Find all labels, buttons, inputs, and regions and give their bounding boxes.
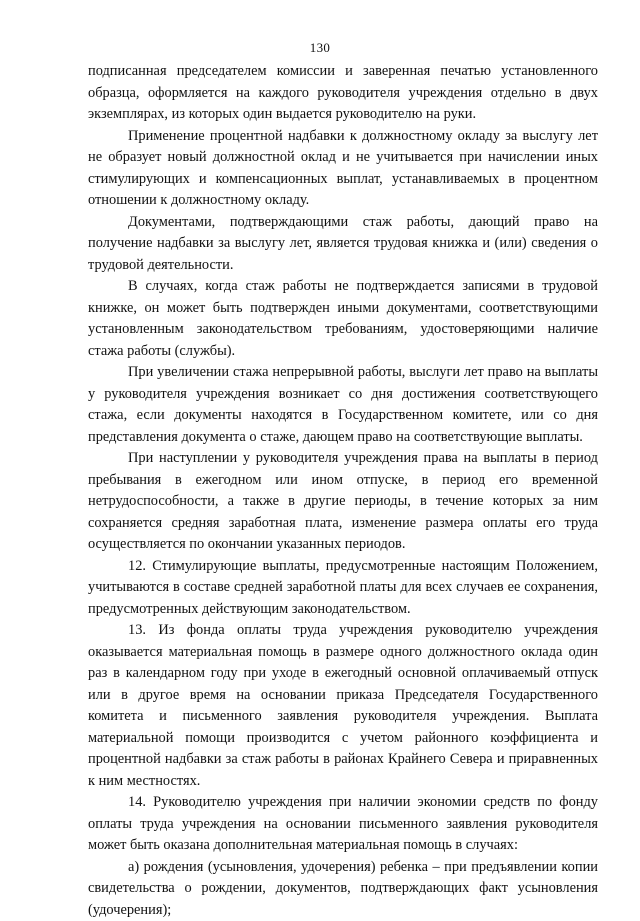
- paragraph-item-14-a: а) рождения (усыновления, удочерения) ребенка – при предъявлении копии свидетельства о рождении, документов, подтверждающих факт усыновления (удочерения);: [88, 857, 598, 921]
- paragraph-supporting-documents: Документами, подтверждающими стаж работы, дающий право на получение надбавки за выслугу лет, является трудовая книжка и (или) сведения о трудовой деятельности.: [88, 212, 598, 277]
- paragraph-seniority-increase: При увеличении стажа непрерывной работы, выслуги лет право на выплаты у руководителя учреждения возникает со дня достижения соответствующего стажа, если документы находятся в Государственном комитете, или со дня представления документа о стаже, дающем право на соответствующие выплаты.: [88, 362, 598, 448]
- paragraph-leave-periods: При наступлении у руководителя учреждения права на выплаты в период пребывания в ежегодном или ином отпуске, в период его временной нетрудоспособности, а также в другие периоды, в течение которых за ним сохраняется средняя заработная плата, изменение размера оплаты его труда осуществляется по окончании указанных периодов.: [88, 448, 598, 556]
- document-text: [88, 61, 598, 921]
- paragraph-other-documents: В случаях, когда стаж работы не подтверждается записями в трудовой книжке, он может быть подтвержден иными документами, соответствующими установленным законодательством требованиям, удостоверяющими наличие стажа работы (службы).: [88, 276, 598, 362]
- paragraph-item-14: 14. Руководителю учреждения при наличии экономии средств по фонду оплаты труда учреждения на основании письменного заявления руководителя может быть оказана дополнительная материальная помощь в случаях:: [88, 792, 598, 857]
- paragraph-continuation: подписанная председателем комиссии и заверенная печатью установленного образца, оформляется на каждого руководителя учреждения отдельно в двух экземплярах, из которых один выдается руководителю на руки.: [88, 61, 598, 126]
- paragraph-item-13: 13. Из фонда оплаты труда учреждения руководителю учреждения оказывается материальная помощь в размере одного должностного оклада один раз в календарном году при уходе в ежегодный основной оплачиваемый отпуск или в другое время на основании приказа Председателя Государственного комитета и письменного заявления руководителя учреждения. Выплата материальной помощи производится с учетом районного коэффициента и процентной надбавки за стаж работы в районах Крайнего Севера и приравненных к ним местностях.: [88, 620, 598, 792]
- page-number: 130: [0, 40, 640, 56]
- paragraph-item-12: 12. Стимулирующие выплаты, предусмотренные настоящим Положением, учитываются в составе средней заработной платы для всех случаев ее сохранения, предусмотренных действующим законодательством.: [88, 556, 598, 621]
- paragraph-bonus-application: Применение процентной надбавки к должностному окладу за выслугу лет не образует новый должностной оклад и не учитывается при начислении иных стимулирующих и компенсационных выплат, устанавливаемых в процентном отношении к должностному окладу.: [88, 126, 598, 212]
